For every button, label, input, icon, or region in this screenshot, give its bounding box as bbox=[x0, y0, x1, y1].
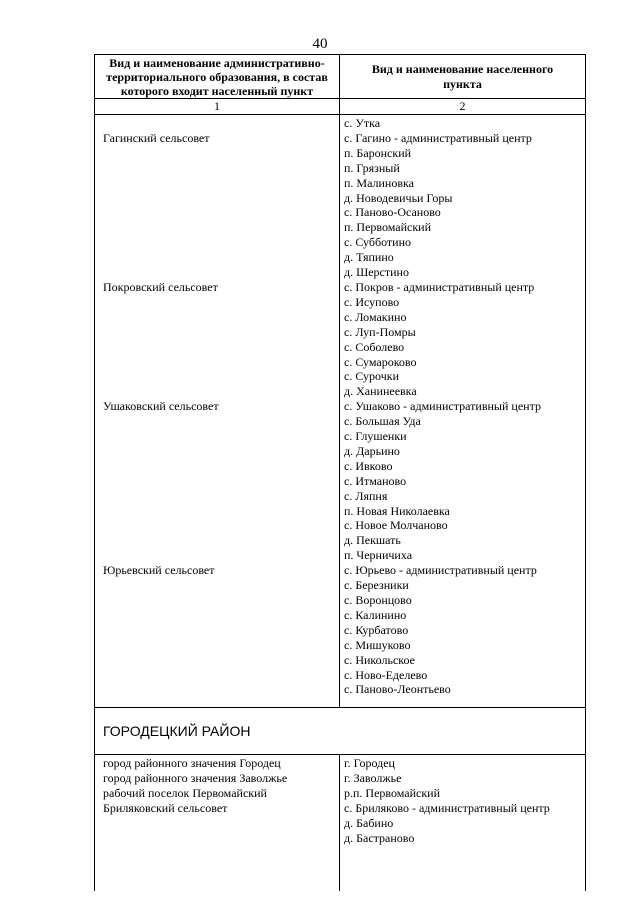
column-number-2: 2 bbox=[459, 99, 466, 113]
settlement-item: с. Юрьево - административный центр bbox=[344, 563, 537, 578]
admin-unit-label: Юрьевский сельсовет bbox=[103, 563, 215, 577]
settlement-item: д. Бастраново bbox=[344, 830, 415, 845]
settlement-item: с. Ушаково - административный центр bbox=[344, 399, 541, 414]
admin-unit-label: рабочий поселок Первомайский bbox=[103, 785, 267, 800]
settlement-item: с. Ломакино bbox=[344, 309, 407, 324]
settlement-item: с. Соболево bbox=[344, 339, 405, 354]
settlement-item: г. Заволжье bbox=[344, 770, 402, 785]
settlement-item: п. Первомайский bbox=[344, 220, 432, 235]
admin-unit-label: Покровский сельсовет bbox=[103, 279, 218, 294]
district-heading: ГОРОДЕЦКИЙ РАЙОН bbox=[95, 707, 585, 755]
settlement-item: п. Баронский bbox=[344, 145, 412, 160]
settlement-item: д. Дарьино bbox=[344, 443, 400, 458]
settlement-item: с. Паново-Осаново bbox=[344, 205, 441, 220]
settlement-item: р.п. Первомайский bbox=[344, 785, 441, 800]
column-number-row bbox=[95, 99, 585, 115]
settlement-item: с. Воронцово bbox=[344, 593, 412, 607]
settlement-item: с. Покров - административный центр bbox=[344, 279, 535, 294]
settlement-item: с. Луп-Помры bbox=[344, 324, 416, 339]
settlement-item: д. Пекшать bbox=[344, 533, 401, 548]
table-header bbox=[95, 55, 585, 99]
settlement-item: п. Черничиха bbox=[344, 548, 413, 563]
settlement-item: д. Бабино bbox=[344, 815, 394, 830]
header-col-1: Вид и наименование административно-территориального образования, в состав которого входит населенный пункт bbox=[95, 55, 340, 98]
settlement-item: с. Никольское bbox=[344, 652, 415, 667]
settlement-item: п. Малиновка bbox=[344, 175, 414, 190]
settlement-item: д. Шерстино bbox=[344, 265, 409, 280]
admin-unit-label: Гагинский сельсовет bbox=[103, 130, 210, 145]
column-number-1: 1 bbox=[95, 99, 340, 114]
settlement-item: с. Итманово bbox=[344, 473, 407, 488]
settlements-column bbox=[340, 115, 585, 707]
settlement-item: с. Бриляково - административный центр bbox=[344, 800, 550, 815]
settlement-item: п. Новая Николаевка bbox=[344, 503, 450, 518]
settlement-item: с. Исупово bbox=[344, 294, 400, 309]
settlement-item: г. Городец bbox=[344, 756, 395, 770]
settlement-item: с. Субботино bbox=[344, 235, 412, 250]
settlement-item: с. Гагино - административный центр bbox=[344, 130, 532, 145]
settlement-item: с. Паново-Леонтьево bbox=[344, 682, 451, 697]
page-number: 40 bbox=[312, 36, 328, 52]
settlements-column bbox=[340, 755, 585, 891]
settlement-item: с. Ляпня bbox=[344, 488, 388, 503]
settlement-item: с. Сумароково bbox=[344, 354, 417, 369]
admin-units-column bbox=[95, 115, 340, 707]
settlement-item: с. Ново-Еделево bbox=[344, 667, 428, 682]
section-1 bbox=[95, 115, 585, 707]
settlement-item: д. Новодевичьи Горы bbox=[344, 190, 453, 205]
admin-unit-label: Ушаковский сельсовет bbox=[103, 399, 219, 414]
settlement-item: с. Калинино bbox=[344, 607, 407, 622]
section-2 bbox=[95, 755, 585, 891]
settlements-table bbox=[94, 54, 586, 891]
settlement-item: с. Березники bbox=[344, 578, 409, 593]
settlement-item: с. Утка bbox=[344, 116, 381, 130]
settlement-item: с. Сурочки bbox=[344, 369, 400, 384]
admin-units-column bbox=[95, 755, 340, 891]
settlement-item: с. Глушенки bbox=[344, 429, 407, 444]
settlement-item: п. Грязный bbox=[344, 160, 400, 175]
settlement-item: с. Новое Молчаново bbox=[344, 518, 448, 533]
admin-unit-label: город районного значения Заволжье bbox=[103, 770, 288, 785]
admin-unit-label: Бриляковский сельсовет bbox=[103, 800, 228, 815]
admin-unit-label: город районного значения Городец bbox=[103, 756, 281, 770]
header-col-2: Вид и наименование населенного пункта bbox=[371, 61, 554, 91]
settlement-item: д. Тяпино bbox=[344, 250, 394, 265]
settlement-item: с. Большая Уда bbox=[344, 414, 421, 429]
settlement-item: д. Ханинеевка bbox=[344, 384, 417, 399]
settlement-item: с. Мишуково bbox=[344, 637, 411, 652]
settlement-item: с. Ивково bbox=[344, 458, 393, 473]
settlement-item: с. Курбатово bbox=[344, 622, 409, 637]
